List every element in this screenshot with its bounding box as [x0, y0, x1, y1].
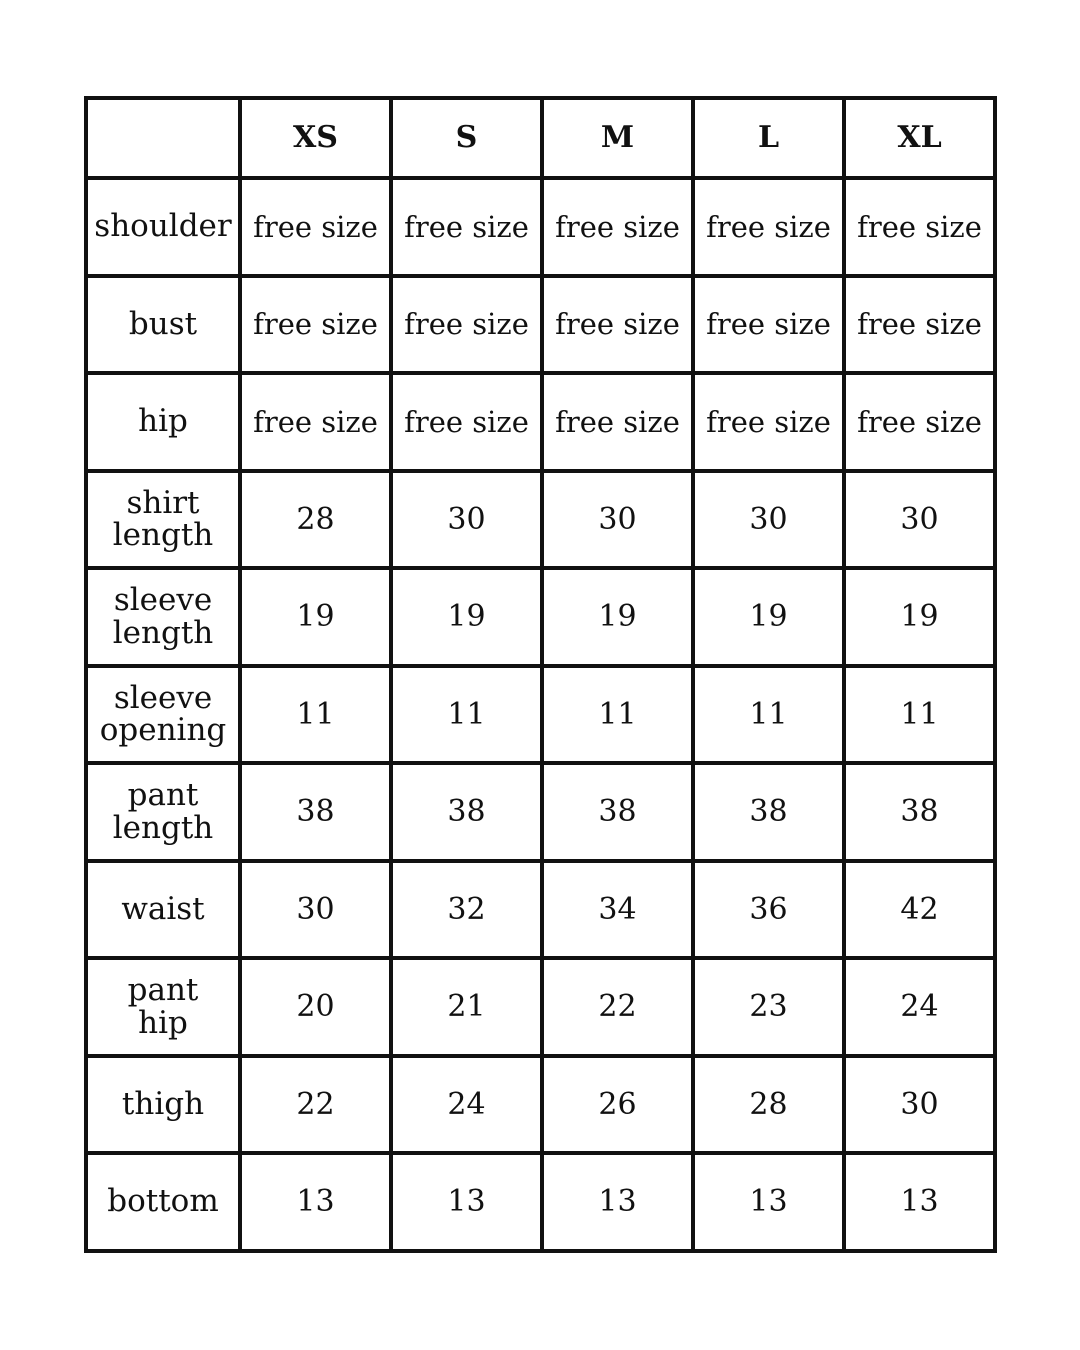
size-chart-table: [84, 96, 997, 1253]
measurement-cell: 13: [391, 1153, 542, 1251]
row-label-text: length: [112, 809, 214, 846]
measurement-cell: free size: [693, 276, 844, 374]
row-label-cell: [86, 568, 240, 666]
header-row: [86, 98, 995, 178]
measurement-cell: free size: [844, 276, 995, 374]
measurement-cell: 22: [542, 958, 693, 1056]
measurement-cell: 19: [693, 568, 844, 666]
measurement-cell: 38: [240, 763, 391, 861]
measurement-cell: 34: [542, 861, 693, 959]
measurement-cell: free size: [240, 178, 391, 276]
measurement-cell: 11: [391, 666, 542, 764]
measurement-cell: 30: [844, 1056, 995, 1154]
row-label-text: opening: [99, 712, 227, 749]
measurement-cell: 30: [693, 471, 844, 569]
measurement-cell: free size: [391, 178, 542, 276]
row-label-text: thigh: [121, 1085, 205, 1122]
table-row: [86, 666, 995, 764]
measurement-cell: free size: [542, 373, 693, 471]
row-label-cell: [86, 1056, 240, 1154]
measurement-cell: 30: [240, 861, 391, 959]
row-label-text: shoulder: [94, 208, 232, 245]
measurement-cell: 20: [240, 958, 391, 1056]
row-label-cell: [86, 958, 240, 1056]
measurement-cell: 13: [693, 1153, 844, 1251]
measurement-cell: 21: [391, 958, 542, 1056]
table-row: [86, 568, 995, 666]
row-label-text: waist: [121, 890, 205, 927]
measurement-cell: free size: [693, 373, 844, 471]
table-row: [86, 763, 995, 861]
measurement-cell: 19: [542, 568, 693, 666]
table-row: [86, 958, 995, 1056]
measurement-cell: 11: [844, 666, 995, 764]
table-row: [86, 178, 995, 276]
table-body: [86, 178, 995, 1251]
measurement-cell: 38: [693, 763, 844, 861]
measurement-cell: 38: [542, 763, 693, 861]
measurement-cell: 11: [693, 666, 844, 764]
column-header-xs: XS: [240, 98, 391, 178]
measurement-cell: 11: [240, 666, 391, 764]
table-row: [86, 1056, 995, 1154]
measurement-cell: free size: [542, 178, 693, 276]
measurement-cell: 30: [542, 471, 693, 569]
measurement-cell: 22: [240, 1056, 391, 1154]
row-label-text: length: [112, 517, 214, 554]
row-label-text: bust: [128, 305, 198, 342]
row-label-text: hip: [138, 403, 188, 440]
measurement-cell: 38: [391, 763, 542, 861]
measurement-cell: free size: [542, 276, 693, 374]
row-label-cell: [86, 178, 240, 276]
row-label-text: length: [112, 614, 214, 651]
measurement-cell: free size: [844, 178, 995, 276]
measurement-cell: 26: [542, 1056, 693, 1154]
row-label-cell: [86, 373, 240, 471]
measurement-cell: free size: [240, 276, 391, 374]
row-label-cell: [86, 276, 240, 374]
corner-cell: [86, 98, 240, 178]
measurement-cell: free size: [391, 276, 542, 374]
measurement-cell: 36: [693, 861, 844, 959]
measurement-cell: 19: [844, 568, 995, 666]
measurement-cell: 19: [391, 568, 542, 666]
measurement-cell: 13: [240, 1153, 391, 1251]
measurement-cell: 13: [542, 1153, 693, 1251]
row-label-text: pant: [127, 777, 199, 814]
table-row: [86, 1153, 995, 1251]
table-row: [86, 471, 995, 569]
measurement-cell: 28: [693, 1056, 844, 1154]
row-label-cell: [86, 861, 240, 959]
row-label-text: sleeve: [113, 582, 213, 619]
measurement-cell: free size: [693, 178, 844, 276]
column-header-m: M: [542, 98, 693, 178]
measurement-cell: 32: [391, 861, 542, 959]
table-row: [86, 373, 995, 471]
row-label-text: shirt: [126, 484, 200, 521]
column-header-xl: XL: [844, 98, 995, 178]
table-row: [86, 276, 995, 374]
row-label-text: sleeve: [113, 679, 213, 716]
row-label-text: hip: [138, 1004, 188, 1041]
measurement-cell: free size: [240, 373, 391, 471]
measurement-cell: 30: [391, 471, 542, 569]
measurement-cell: 24: [844, 958, 995, 1056]
measurement-cell: 23: [693, 958, 844, 1056]
row-label-text: bottom: [107, 1183, 219, 1220]
measurement-cell: free size: [844, 373, 995, 471]
measurement-cell: 38: [844, 763, 995, 861]
column-header-s: S: [391, 98, 542, 178]
row-label-cell: [86, 1153, 240, 1251]
row-label-cell: [86, 471, 240, 569]
measurement-cell: 24: [391, 1056, 542, 1154]
measurement-cell: free size: [391, 373, 542, 471]
row-label-text: pant: [127, 972, 199, 1009]
row-label-cell: [86, 763, 240, 861]
measurement-cell: 30: [844, 471, 995, 569]
column-header-l: L: [693, 98, 844, 178]
row-label-cell: [86, 666, 240, 764]
measurement-cell: 19: [240, 568, 391, 666]
measurement-cell: 28: [240, 471, 391, 569]
table-row: [86, 861, 995, 959]
measurement-cell: 11: [542, 666, 693, 764]
measurement-cell: 13: [844, 1153, 995, 1251]
measurement-cell: 42: [844, 861, 995, 959]
